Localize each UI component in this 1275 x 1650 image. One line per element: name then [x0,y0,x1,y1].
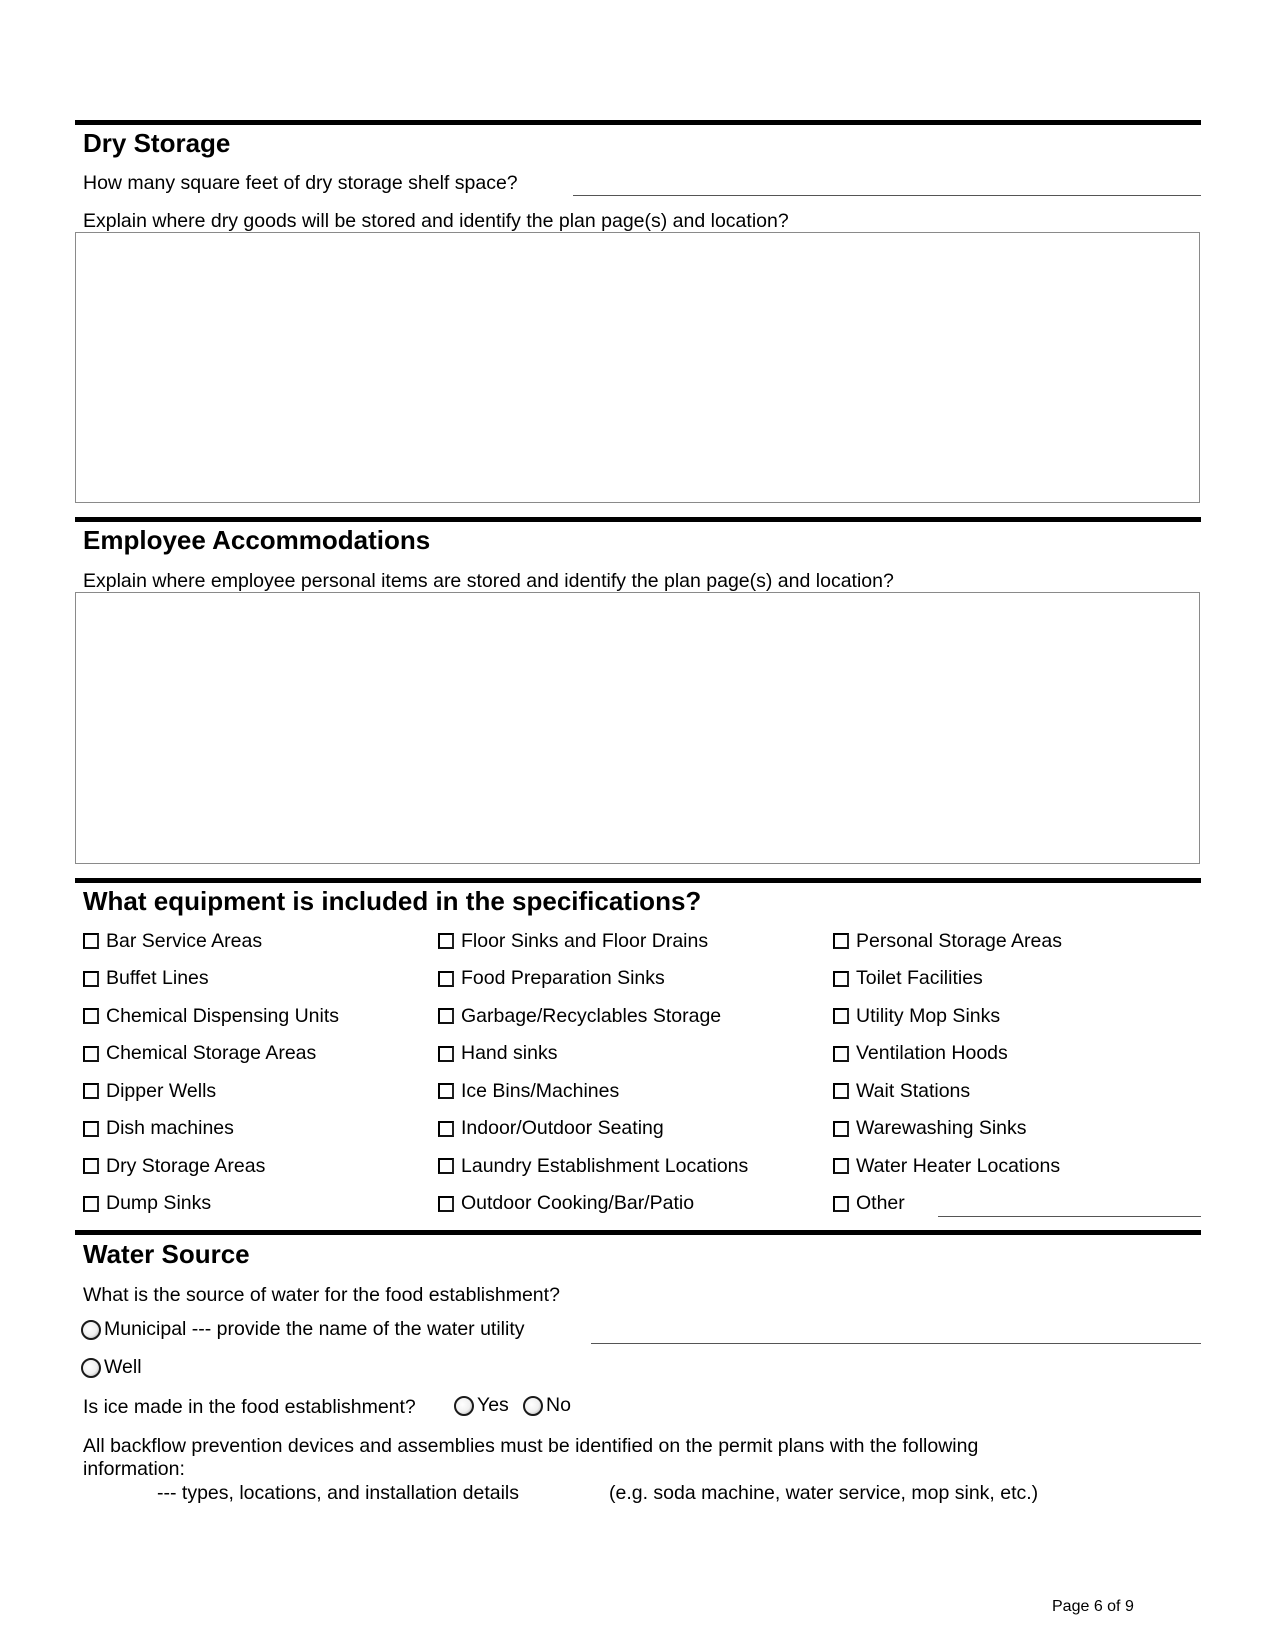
equipment-option-label: Other [856,1192,905,1214]
checkbox-icon[interactable] [83,1121,99,1137]
checkbox-icon[interactable] [438,1008,454,1024]
backflow-text-line1: All backflow prevention devices and assemblies must be identified on the permit plans with the following [83,1435,979,1457]
checkbox-icon[interactable] [833,1083,849,1099]
equipment-option-label: Chemical Dispensing Units [106,1004,340,1027]
checkbox-icon[interactable] [438,1196,454,1212]
equipment-option-label: Laundry Establishment Locations [461,1154,749,1177]
radio-circle-icon[interactable] [81,1320,101,1340]
dry-storage-heading: Dry Storage [83,128,231,158]
equipment-option[interactable] [833,966,983,992]
checkbox-icon[interactable] [83,971,99,987]
equipment-option-label: Ice Bins/Machines [461,1079,620,1102]
shelf-space-input[interactable] [573,195,1201,196]
equipment-option[interactable] [83,1191,211,1217]
checkbox-icon[interactable] [83,1083,99,1099]
radio-well[interactable] [81,1356,142,1379]
equipment-option[interactable] [833,1153,1060,1179]
equipment-option[interactable] [833,1116,1027,1142]
radio-well-label: Well [104,1356,142,1378]
radio-ice-no-label: No [546,1394,571,1416]
equipment-option[interactable] [833,1078,970,1104]
checkbox-icon[interactable] [833,971,849,987]
equipment-option-label: Hand sinks [461,1042,558,1064]
equipment-option[interactable] [83,1041,316,1067]
equipment-heading: What equipment is included in the specifications? [83,886,702,916]
water-source-question: What is the source of water for the food establishment? [83,1284,560,1306]
equipment-option[interactable] [83,1153,265,1179]
equipment-option-label: Dipper Wells [106,1079,217,1102]
ice-question: Is ice made in the food establishment? [83,1396,416,1418]
equipment-option[interactable] [438,1078,619,1104]
equipment-option-label: Dump Sinks [106,1192,212,1214]
checkbox-icon[interactable] [833,1121,849,1137]
checkbox-icon[interactable] [438,1158,454,1174]
equipment-option[interactable] [438,928,708,954]
checkbox-icon[interactable] [833,1046,849,1062]
checkbox-icon[interactable] [83,933,99,949]
equipment-option[interactable] [83,1003,339,1029]
equipment-option-label: Chemical Storage Areas [106,1042,317,1064]
radio-circle-icon[interactable] [523,1396,543,1416]
radio-circle-icon[interactable] [454,1396,474,1416]
radio-circle-icon[interactable] [81,1358,101,1378]
page-number: Page 6 of 9 [1052,1598,1134,1615]
checkbox-icon[interactable] [438,1121,454,1137]
equipment-option-label: Bar Service Areas [106,929,263,952]
checkbox-icon[interactable] [833,1158,849,1174]
equipment-option-label: Floor Sinks and Floor Drains [461,929,709,952]
checkbox-icon[interactable] [83,1046,99,1062]
other-equipment-input[interactable] [938,1216,1201,1217]
checkbox-icon[interactable] [438,1083,454,1099]
equipment-option-label: Dish machines [106,1117,234,1139]
employee-accommodations-heading: Employee Accommodations [83,525,431,555]
checkbox-icon[interactable] [83,1158,99,1174]
equipment-option[interactable] [83,966,209,992]
equipment-option-label: Indoor/Outdoor Seating [461,1117,664,1139]
radio-ice-no[interactable] [523,1394,571,1417]
equipment-option[interactable] [438,966,665,992]
equipment-option-label: Warewashing Sinks [856,1117,1027,1139]
equipment-option-label: Wait Stations [856,1079,971,1102]
equipment-option-label: Ventilation Hoods [856,1042,1008,1064]
dry-goods-explain-textarea[interactable] [75,232,1200,503]
checkbox-icon[interactable] [833,1196,849,1212]
radio-municipal-label: Municipal --- provide the name of the water utility [104,1318,525,1340]
checkbox-icon[interactable] [438,1046,454,1062]
employee-explain-textarea[interactable] [75,592,1200,864]
equipment-option[interactable] [833,1003,1000,1029]
equipment-option-label: Food Preparation Sinks [461,967,665,989]
equipment-option-label: Dry Storage Areas [106,1154,266,1177]
checkbox-icon[interactable] [83,1008,99,1024]
shelf-space-label: How many square feet of dry storage shelf space? [83,172,518,194]
equipment-option-label: Toilet Facilities [856,967,983,989]
equipment-option[interactable] [83,1078,216,1104]
radio-ice-yes[interactable] [454,1394,509,1417]
equipment-option-label: Outdoor Cooking/Bar/Patio [461,1192,695,1214]
equipment-option[interactable] [438,1003,721,1029]
equipment-option-label: Utility Mop Sinks [856,1004,1001,1027]
section-divider [75,517,1201,522]
equipment-option[interactable] [438,1153,748,1179]
employee-explain-label: Explain where employee personal items are stored and identify the plan page(s) and location? [83,570,894,592]
equipment-option[interactable] [438,1041,557,1067]
section-divider [75,1230,1201,1235]
backflow-example: (e.g. soda machine, water service, mop sink, etc.) [609,1482,1039,1504]
equipment-option-label: Buffet Lines [106,967,209,989]
equipment-option-label: Personal Storage Areas [856,929,1062,952]
water-utility-name-input[interactable] [591,1343,1201,1344]
checkbox-icon[interactable] [833,1008,849,1024]
checkbox-icon[interactable] [833,933,849,949]
section-divider [75,120,1201,125]
backflow-text-line2: information: [83,1458,185,1480]
dry-goods-explain-label: Explain where dry goods will be stored and identify the plan page(s) and location? [83,210,789,232]
checkbox-icon[interactable] [438,933,454,949]
equipment-option-label: Water Heater Locations [856,1154,1061,1177]
radio-ice-yes-label: Yes [477,1394,509,1416]
backflow-detail: --- types, locations, and installation details [157,1482,520,1504]
equipment-option-label: Garbage/Recyclables Storage [461,1004,722,1027]
equipment-option[interactable] [438,1191,694,1217]
checkbox-icon[interactable] [83,1196,99,1212]
section-divider [75,878,1201,883]
radio-municipal[interactable] [81,1318,525,1341]
equipment-option[interactable] [438,1116,664,1142]
equipment-option[interactable] [833,1191,905,1217]
equipment-option[interactable] [833,1041,1008,1067]
equipment-option[interactable] [833,928,1062,954]
equipment-option[interactable] [83,1116,234,1142]
water-source-heading: Water Source [83,1239,250,1269]
equipment-option[interactable] [83,928,262,954]
checkbox-icon[interactable] [438,971,454,987]
